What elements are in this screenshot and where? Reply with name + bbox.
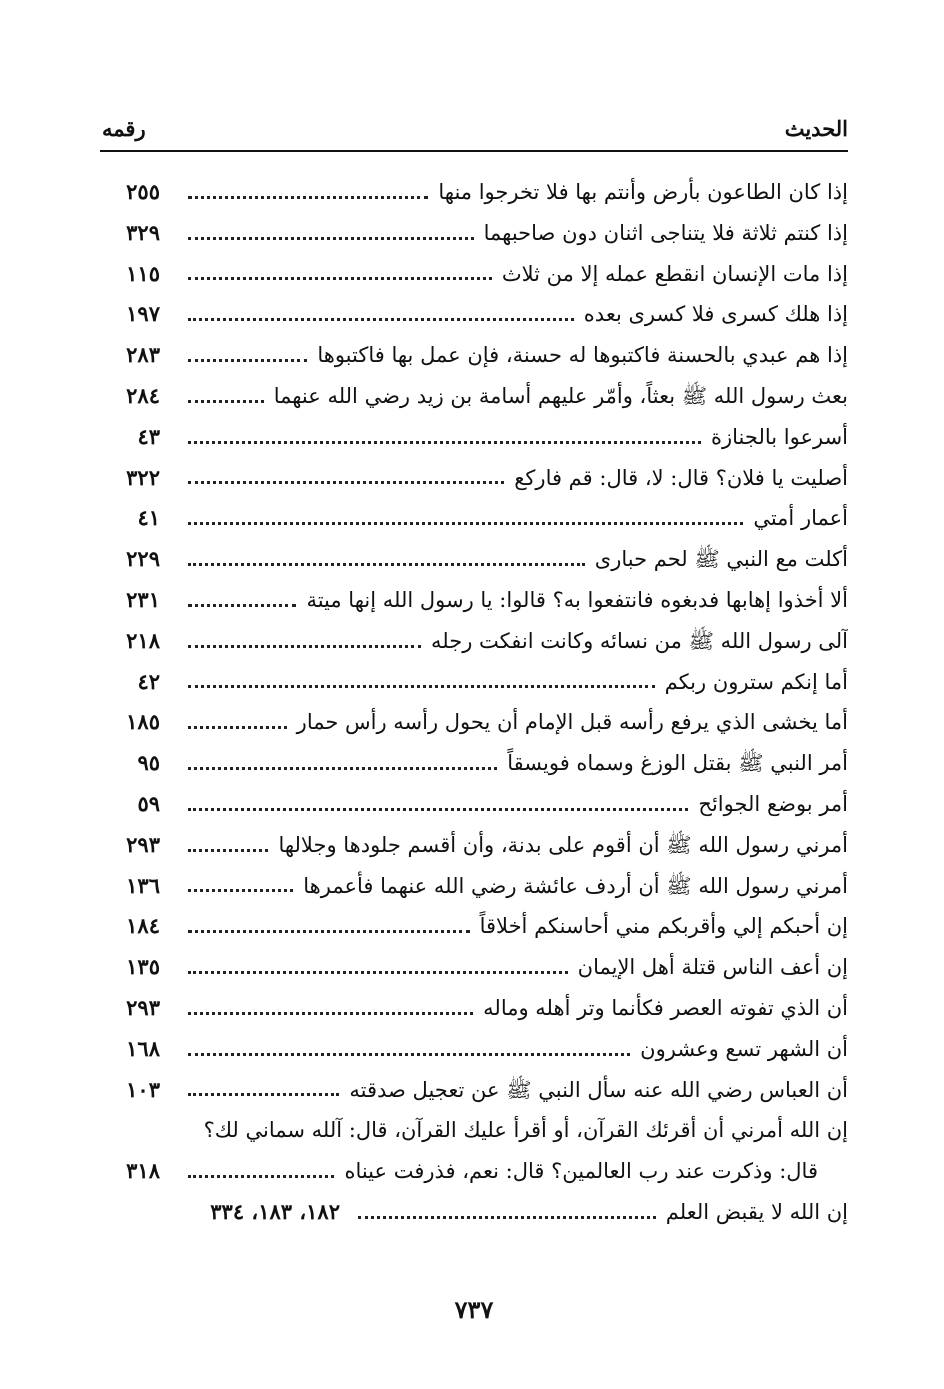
index-entry	[100, 1070, 848, 1111]
index-entry	[100, 254, 848, 295]
index-entry	[100, 866, 848, 907]
entry-number: ١٣٦	[126, 872, 160, 898]
entry-number: ١٦٨	[126, 1035, 160, 1061]
dot-leader	[188, 889, 293, 892]
entry-text: أكلت مع النبي ﷺ لحم حبارى	[594, 547, 848, 572]
dot-leader	[188, 196, 428, 199]
entry-number: ٢٨٤	[126, 382, 160, 408]
number-column-header: رقمه	[102, 116, 146, 141]
entry-number: ٢٣١	[126, 586, 160, 612]
index-entry	[100, 417, 848, 458]
entry-number: ٢٥٥	[126, 179, 160, 204]
entry-text: أصليت يا فلان؟ قال: لا، قال: قم فاركع	[514, 465, 848, 490]
entry-text: أمر النبي ﷺ بقتل الوزغ وسماه فويسقاً	[507, 751, 848, 776]
index-entry	[100, 906, 848, 947]
index-entry-multiline-first	[100, 1110, 848, 1151]
entry-text: بعث رسول الله ﷺ بعثاً، وأمّر عليهم أسامة بن زيد رضي الله عنهما	[273, 383, 848, 408]
index-entry	[100, 1029, 848, 1070]
dot-leader	[188, 237, 474, 240]
entry-number: ٢١٨	[126, 627, 160, 653]
dot-leader	[188, 522, 743, 525]
header-rule	[100, 150, 848, 152]
entry-number: ١٨٤	[126, 913, 160, 939]
index-entry	[100, 662, 848, 703]
index-entry	[100, 376, 848, 417]
entry-number: ١٠٣	[126, 1076, 160, 1102]
dot-leader	[358, 1216, 656, 1219]
entry-number: ٢٢٩	[126, 546, 160, 572]
index-entry	[100, 335, 848, 376]
index-entry	[100, 172, 848, 213]
dot-leader	[188, 1093, 339, 1096]
index-page	[100, 100, 848, 1350]
index-entry	[100, 702, 848, 743]
entry-text: إن أعف الناس قتلة أهل الإيمان	[577, 955, 848, 980]
dot-leader	[188, 604, 296, 607]
hadith-index-list	[100, 172, 848, 1233]
entry-text: أمر بوضع الجوائح	[698, 791, 848, 816]
entry-number: ٣٢٩	[126, 219, 160, 245]
dot-leader	[188, 767, 497, 770]
index-entry	[100, 580, 848, 621]
entry-number: ١٩٧	[126, 301, 160, 327]
dot-leader	[188, 481, 504, 484]
page-number: ٧٣٧	[454, 1295, 494, 1324]
dot-leader	[188, 277, 492, 280]
entry-number: ٢٨٣	[126, 342, 160, 368]
index-entry	[100, 743, 848, 784]
entry-number: ٢٩٣	[126, 994, 160, 1020]
dot-leader	[188, 685, 655, 688]
entry-number: ٤١	[137, 505, 160, 531]
entry-text: أن الشهر تسع وعشرون	[640, 1036, 848, 1061]
index-entry	[100, 213, 848, 254]
entry-number: ٤٣	[137, 423, 160, 449]
entry-text: أسرعوا بالجنازة	[711, 424, 848, 449]
entry-numbers: ١٨٢، ١٨٣، ٣٣٤	[210, 1198, 340, 1224]
index-entry	[100, 294, 848, 335]
dot-leader	[188, 971, 568, 974]
hadith-column-header: الحديث	[784, 116, 848, 141]
index-entry-multi-number	[100, 1192, 848, 1233]
index-entry	[100, 458, 848, 499]
entry-text: إذا هلك كسرى فلا كسرى بعده	[583, 302, 848, 327]
entry-text: أما يخشى الذي يرفع رأسه قبل الإمام أن يحول رأسه رأس حمار	[296, 710, 848, 735]
entry-number: ٤٢	[137, 668, 160, 694]
entry-text: إن الله لا يقبض العلم	[665, 1199, 848, 1224]
entry-text: أما إنكم سترون ربكم	[664, 669, 848, 694]
dot-leader	[188, 400, 264, 403]
dot-leader	[188, 849, 268, 852]
index-entry	[100, 784, 848, 825]
dot-leader	[188, 318, 574, 321]
index-entry-multiline-second	[100, 1151, 848, 1192]
dot-leader	[188, 359, 307, 362]
dot-leader	[188, 1012, 473, 1015]
index-entry	[100, 498, 848, 539]
dot-leader	[188, 726, 287, 729]
entry-number: ٣١٨	[126, 1158, 160, 1184]
index-entry	[100, 988, 848, 1029]
dot-leader	[188, 441, 701, 444]
dot-leader	[188, 930, 470, 933]
index-entry	[100, 947, 848, 988]
entry-number: ٣٢٢	[126, 464, 160, 490]
dot-leader	[188, 645, 421, 648]
entry-text: إذا كنتم ثلاثة فلا يتناجى اثنان دون صاحبهما	[483, 220, 848, 245]
entry-number: ١٣٥	[126, 954, 160, 980]
entry-text: إن أحبكم إلي وأقربكم مني أحاسنكم أخلاقاً	[479, 914, 848, 939]
dot-leader	[188, 1175, 334, 1178]
dot-leader	[188, 1053, 630, 1056]
entry-number: ٩٥	[137, 750, 160, 776]
entry-text: إذا هم عبدي بالحسنة فاكتبوها له حسنة، فإن عمل بها فاكتبوها	[317, 343, 848, 368]
entry-number: ١١٥	[126, 260, 160, 286]
entry-number: ٢٩٣	[126, 831, 160, 857]
dot-leader	[188, 563, 585, 566]
entry-text: إذا مات الإنسان انقطع عمله إلا من ثلاث	[501, 261, 848, 286]
entry-text: إذا كان الطاعون بأرض وأنتم بها فلا تخرجوا منها	[438, 180, 848, 204]
entry-text: أعمار أمتي	[753, 506, 848, 531]
entry-text: آلى رسول الله ﷺ من نسائه وكانت انفكت رجله	[431, 628, 848, 653]
entry-text: أمرني رسول الله ﷺ أن أقوم على بدنة، وأن أقسم جلودها وجلالها	[278, 832, 848, 857]
entry-text: إن الله أمرني أن أقرئك القرآن، أو أقرأ عليك القرآن، قال: آلله سماني لك؟	[203, 1118, 848, 1143]
index-entry	[100, 825, 848, 866]
entry-text: قال: وذكرت عند رب العالمين؟ قال: نعم، فذرفت عيناه	[344, 1159, 818, 1184]
index-entry	[100, 621, 848, 662]
entry-number: ١٨٥	[126, 709, 160, 735]
entry-text: أمرني رسول الله ﷺ أن أردف عائشة رضي الله عنهما فأعمرها	[303, 873, 848, 898]
entry-number: ٥٩	[137, 790, 160, 816]
index-entry	[100, 539, 848, 580]
entry-text: أن العباس رضي الله عنه سأل النبي ﷺ عن تعجيل صدقته	[349, 1077, 848, 1102]
entry-text: ألا أخذوا إهابها فدبغوه فانتفعوا به؟ قالوا: يا رسول الله إنها ميتة	[306, 587, 848, 612]
dot-leader	[188, 808, 688, 811]
entry-text: أن الذي تفوته العصر فكأنما وتر أهله وماله	[483, 995, 848, 1020]
table-header	[100, 112, 848, 146]
